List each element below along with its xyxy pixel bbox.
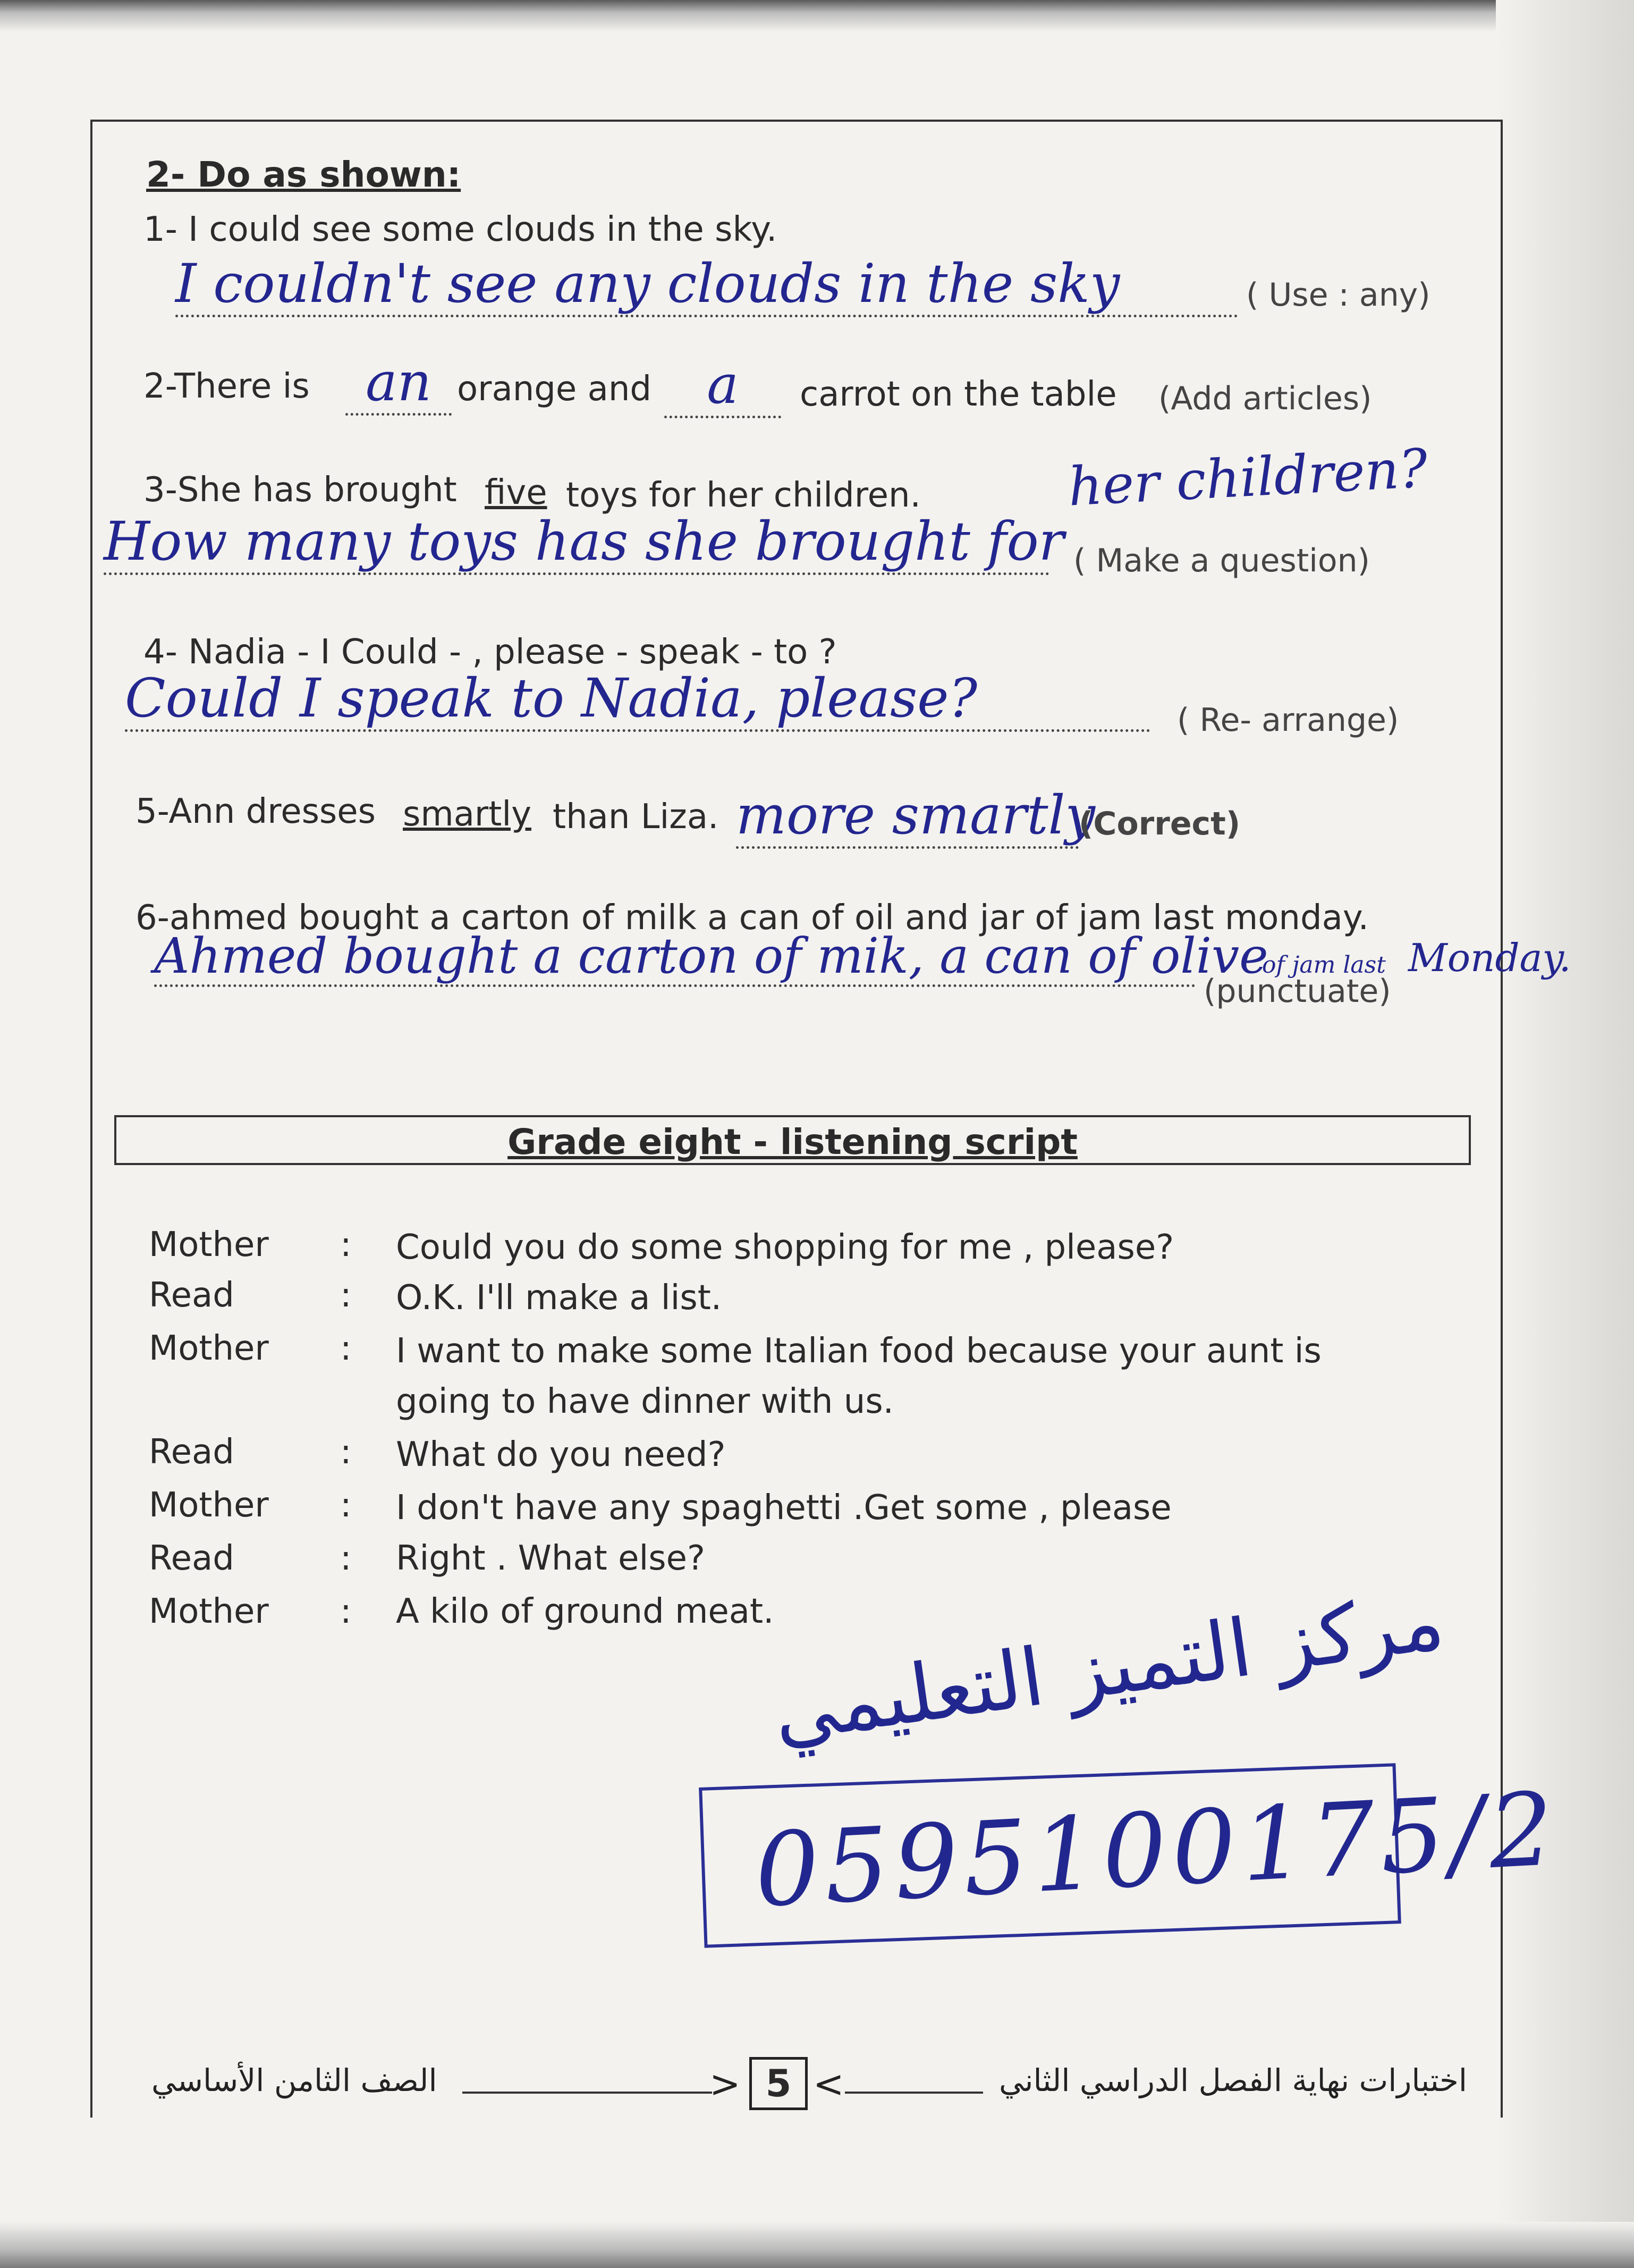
footer-rule-right <box>845 2092 983 2094</box>
item-6-answer: Ahmed bought a carton of mik, a can of olive <box>154 928 1196 987</box>
script-colon: : <box>340 1432 352 1472</box>
item-5-prompt-b: than Liza. <box>553 797 719 837</box>
script-speaker: Read <box>149 1276 234 1315</box>
script-line: O.K. I'll make a list. <box>396 1278 722 1318</box>
script-title-box <box>114 1115 1471 1165</box>
item-4-hint: ( Re- arrange) <box>1177 702 1399 739</box>
item-4-answer: Could I speak to Nadia, please? <box>125 667 1150 732</box>
item-6-hint: (punctuate) <box>1204 973 1391 1010</box>
item-2-prompt-c: carrot on the table <box>800 375 1117 414</box>
script-colon: : <box>340 1225 352 1264</box>
script-line: I don't have any spaghetti .Get some , please <box>396 1488 1172 1528</box>
item-5-underlined: smartly <box>403 795 531 834</box>
page-number: 5 <box>749 2057 808 2110</box>
script-line: going to have dinner with us. <box>396 1382 894 1421</box>
footer-wing-right: < <box>813 2062 844 2106</box>
script-line: A kilo of ground meat. <box>396 1592 774 1631</box>
item-1-hint: ( Use : any) <box>1246 276 1430 314</box>
script-colon: : <box>340 1276 352 1315</box>
item-2-hint: (Add articles) <box>1158 380 1372 417</box>
item-3-underlined: five <box>485 473 547 512</box>
item-6-answer-tail: Monday. <box>1408 935 1571 980</box>
script-line: Right . What else? <box>396 1539 705 1578</box>
script-speaker: Mother <box>149 1225 269 1264</box>
section-heading: 2- Do as shown: <box>146 154 461 195</box>
item-3-prompt-a: 3-She has brought <box>143 470 457 510</box>
item-1-answer: I couldn't see any clouds in the sky <box>175 252 1238 317</box>
script-colon: : <box>340 1539 352 1578</box>
item-4-prompt: 4- Nadia - I Could - , please - speak - to ? <box>143 633 837 672</box>
footer-rule-left <box>462 2092 712 2094</box>
script-speaker: Mother <box>149 1592 269 1631</box>
script-speaker: Read <box>149 1432 234 1472</box>
script-title: Grade eight - listening script <box>507 1122 1078 1162</box>
scan-edge-bottom <box>0 2222 1634 2268</box>
script-line: I want to make some Italian food because your aunt is <box>396 1331 1322 1371</box>
stamp-arabic-text: مركز التميز التعليمي <box>767 1574 1450 1760</box>
script-speaker: Mother <box>149 1329 269 1368</box>
item-3-hint: ( Make a question) <box>1073 542 1370 579</box>
item-3-prompt-b: toys for her children. <box>566 476 921 515</box>
script-colon: : <box>340 1592 352 1631</box>
script-speaker: Mother <box>149 1486 269 1525</box>
stamp-phone: 0595100175/2 <box>752 1770 1562 1930</box>
script-colon: : <box>340 1486 352 1525</box>
item-2-prompt-a: 2-There is <box>143 367 310 406</box>
item-5-hint: (Correct) <box>1079 805 1241 842</box>
item-3-answer-line2: How many toys has she brought for <box>104 510 1049 575</box>
script-colon: : <box>340 1329 352 1368</box>
script-speaker: Read <box>149 1539 234 1578</box>
item-2-answer-a: an <box>345 351 452 416</box>
footer-exam-label: اختبارات نهاية الفصل الدراسي الثاني <box>999 2062 1467 2098</box>
item-5-answer: more smartly <box>736 784 1079 849</box>
item-2-prompt-b: orange and <box>457 369 651 409</box>
item-2-answer-b: a <box>664 353 781 418</box>
item-1-prompt: 1- I could see some clouds in the sky. <box>143 210 777 249</box>
item-6-prompt: 6-ahmed bought a carton of milk a can of oil and jar of jam last monday. <box>136 898 1369 938</box>
scan-edge-right <box>1496 0 1634 2268</box>
item-3-answer-line1: her children? <box>1066 437 1429 518</box>
script-line: What do you need? <box>396 1435 726 1474</box>
script-line: Could you do some shopping for me , please? <box>396 1228 1174 1267</box>
footer-wing-left: > <box>709 2062 741 2106</box>
scan-edge-top <box>0 0 1634 32</box>
item-6-answer-tail-small: of jam last <box>1262 951 1386 979</box>
footer-grade-label: الصف الثامن الأساسي <box>151 2062 437 2098</box>
item-5-prompt-a: 5-Ann dresses <box>136 792 376 831</box>
